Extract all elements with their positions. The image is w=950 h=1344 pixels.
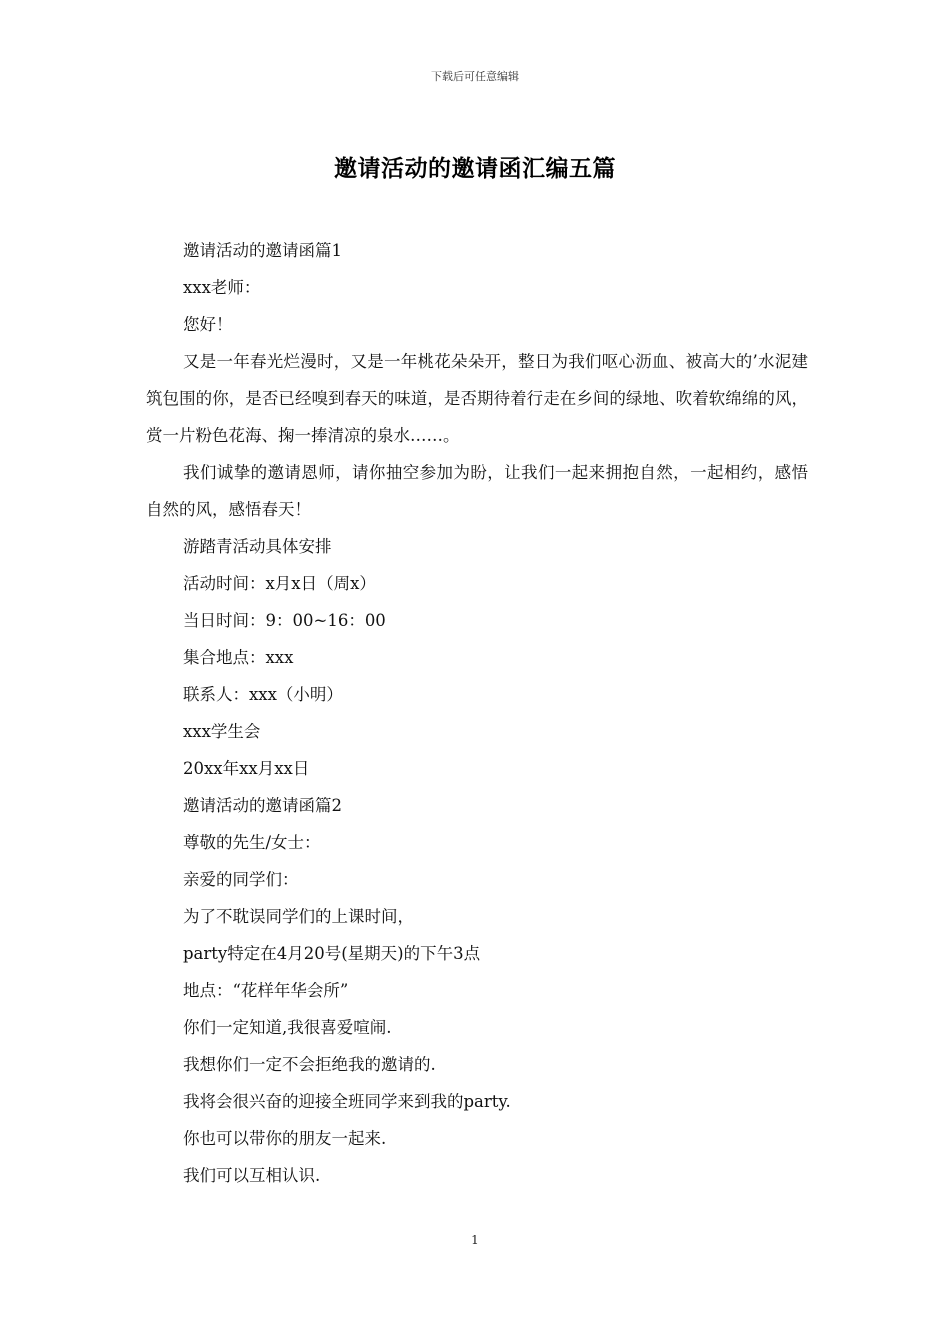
body-line: 我想你们一定不会拒绝我的邀请的. xyxy=(183,1055,436,1074)
body-line: 你也可以带你的朋友一起来. xyxy=(183,1129,387,1148)
body-line: party特定在4月20号(星期天)的下午3点 xyxy=(183,944,481,963)
document-body xyxy=(146,232,808,1194)
body-line: 你们一定知道,我很喜爱喧闹. xyxy=(183,1018,392,1037)
page-number: 1 xyxy=(471,1233,479,1247)
classmates-greeting: 亲爱的同学们： xyxy=(183,870,299,889)
day-time: 当日时间：9：00~16：00 xyxy=(183,611,386,630)
body-line: 我将会很兴奋的迎接全班同学来到我的party. xyxy=(183,1092,511,1111)
greeting: 您好！ xyxy=(183,315,233,334)
section-heading-1: 邀请活动的邀请函篇1 xyxy=(183,241,342,260)
paragraph-invitation: 我们诚挚的邀请恩师，请你抽空参加为盼，让我们一起来拥抱自然，一起相约，感悟自然的风，感悟春天！ xyxy=(146,463,808,519)
body-line: 地点：“花样年华会所” xyxy=(183,981,349,1000)
body-line: 我们可以互相认识. xyxy=(183,1166,321,1185)
meeting-place: 集合地点：xxx xyxy=(183,648,294,667)
salutation: 尊敬的先生/女士： xyxy=(183,833,321,852)
activity-time: 活动时间：x月x日（周x） xyxy=(183,574,376,593)
addressee: xxx老师： xyxy=(183,278,261,297)
body-line: 为了不耽误同学们的上课时间， xyxy=(183,907,414,926)
header-note: 下载后可任意编辑 xyxy=(431,70,519,83)
contact-person: 联系人：xxx（小明） xyxy=(183,685,343,704)
paragraph-spring: 又是一年春光烂漫时，又是一年桃花朵朵开，整日为我们呕心沥血、被高大的’水泥建筑包围的你，是否已经嗅到春天的味道，是否期待着行走在乡间的绿地、吹着软绵绵的风，赏一片粉色花海、掬一捧清凉的泉水……。 xyxy=(146,352,808,445)
organizer: xxx学生会 xyxy=(183,722,261,741)
signature-date: 20xx年xx月xx日 xyxy=(183,759,310,778)
schedule-heading: 游踏青活动具体安排 xyxy=(183,537,332,556)
document-title: 邀请活动的邀请函汇编五篇 xyxy=(334,155,616,182)
section-heading-2: 邀请活动的邀请函篇2 xyxy=(183,796,342,815)
